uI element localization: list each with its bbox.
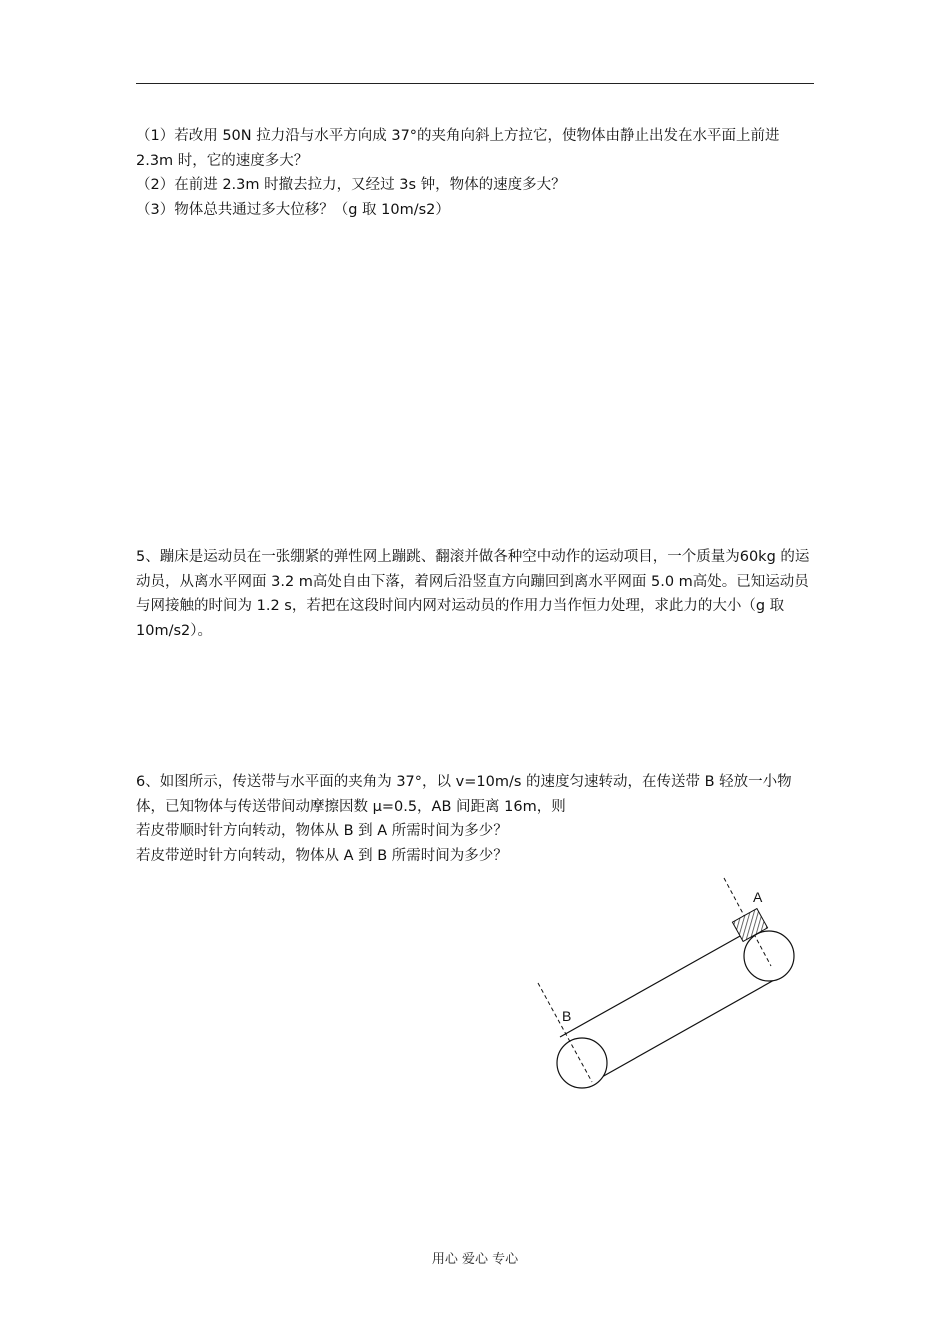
label-b: B <box>562 1008 572 1024</box>
question-4-part-2: （2）在前进 2.3m 时撤去拉力，又经过 3s 钟，物体的速度多大？ <box>136 177 566 193</box>
question-4-part-1: （1）若改用 50N 拉力沿与水平方向成 37°的夹角向斜上方拉它，使物体由静止出发在水平面上前进 2.3m 时，它的速度多大？ <box>136 128 780 169</box>
header-rule <box>136 83 814 84</box>
belt-bottom-edge <box>593 975 783 1082</box>
question-5-text: 5、蹦床是运动员在一张绷紧的弹性网上蹦跳、翻滚并做各种空中动作的运动项目，一个质量为60kg 的运动员，从离水平网面 3.2 m高处自由下落，着网后沿竖直方向蹦回到离水平网面 5.0 m高处。已知运动员与网接触的时间为 1.2 s，若把在这段时间内网对运动员的作用力当作恒力处理，求此力的大小（g 取 10m/s2）。 <box>136 549 810 639</box>
question-4-parts <box>136 124 818 222</box>
question-6-line-1: 若皮带顺时针方向转动，物体从 B 到 A 所需时间为多少？ <box>136 823 508 839</box>
question-4-part-3: （3）物体总共通过多大位移？（g 取 10m/s2） <box>136 201 450 218</box>
label-a: A <box>753 889 763 905</box>
question-6-intro: 6、如图所示，传送带与水平面的夹角为 37°，以 v=10m/s 的速度匀速转动，在传送带 B 轻放一小物体，已知物体与传送带间动摩擦因数 μ=0.5，AB 间距离 16m，则 <box>136 774 792 815</box>
conveyor-belt-figure <box>520 870 820 1100</box>
belt-top-edge <box>560 931 749 1037</box>
upper-pulley <box>744 931 794 981</box>
question-6-line-2: 若皮带逆时针方向转动，物体从 A 到 B 所需时间为多少？ <box>136 847 508 864</box>
question-6 <box>136 770 818 868</box>
question-5 <box>136 545 818 643</box>
page-footer: 用心 爱心 专心 <box>431 1252 519 1267</box>
